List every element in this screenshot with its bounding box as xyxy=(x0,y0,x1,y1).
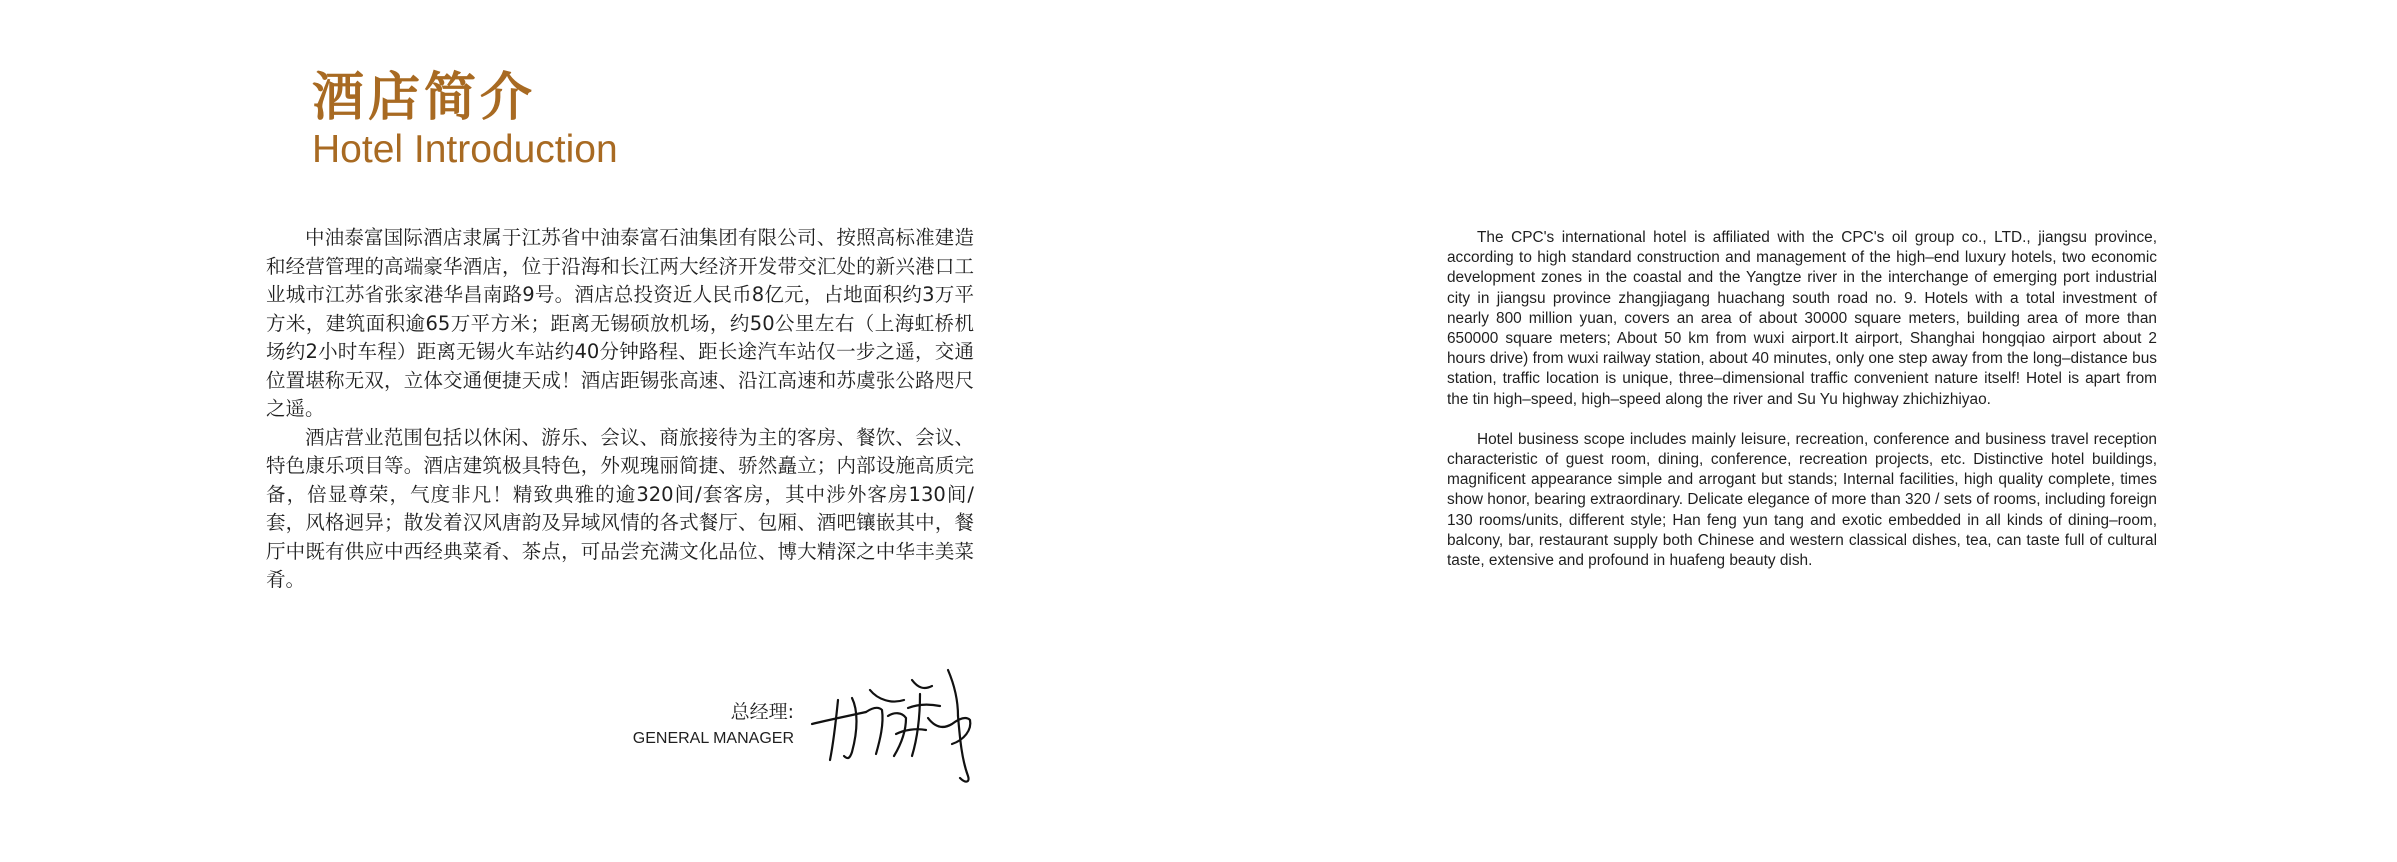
intro-chinese-paragraph-1: 中油泰富国际酒店隶属于江苏省中油泰富石油集团有限公司、按照高标准建造和经营管理的高端豪华酒店，位于沿海和长江两大经济开发带交汇处的新兴港口工业城市江苏省张家港华昌南路9号。酒店总投资近人民币8亿元，占地面积约3万平方米，建筑面积逾65万平方米；距离无锡硕放机场，约50公里左右（上海虹桥机场约2小时车程）距离无锡火车站约40分钟路程、距长途汽车站仅一步之遥，交通位置堪称无双，立体交通便捷天成！酒店距锡张高速、沿江高速和苏虞张公路咫尺之遥。 xyxy=(266,226,974,420)
intro-english-paragraph-1: The CPC's international hotel is affiliated with the CPC's oil group co., LTD., jiangsu province, according to high standard construction and management of the high–end luxury hotels, two economic development zones in the coastal and the Yangtze river in the interchange of emerging port industrial city in jiangsu province zhangjiagang huachang south road no. 9. Hotels with a total investment of nearly 800 million yuan, covers an area of about 30000 square meters, building area of more than 650000 square meters; About 50 km from wuxi airport.It airport, Shanghai hongqiao airport about 2 hours drive) from wuxi railway station, about 40 minutes, only one step away from the long–distance bus station, traffic location is unique, three–dimensional traffic convenient nature itself! Hotel is apart from the tin high–speed, high–speed along the river and Su Yu highway zhichizhiyao. xyxy=(1447,229,2157,408)
intro-chinese-paragraph-2: 酒店营业范围包括以休闲、游乐、会议、商旅接待为主的客房、餐饮、会议、特色康乐项目等。酒店建筑极具特色，外观瑰丽简捷、骄然矗立；内部设施高质完备，倍显尊荣，气度非凡！精致典雅的逾320间/套客房，其中涉外客房130间/套，风格迥异；散发着汉风唐韵及异域风情的各式餐厅、包厢、酒吧镶嵌其中，餐厅中既有供应中西经典菜肴、茶点，可品尝充满文化品位、博大精深之中华丰美菜肴。 xyxy=(266,425,974,591)
intro-chinese-text xyxy=(266,224,974,595)
general-manager-title-english: GENERAL MANAGER xyxy=(632,730,794,747)
intro-english-text xyxy=(1447,228,2157,591)
intro-english-paragraph-2: Hotel business scope includes mainly leisure, recreation, conference and business travel reception characteristic of guest room, dining, conference, recreation projects, etc. Distinctive hotel buildings, magnificent appearance simple and arrogant but stands; Internal facilities, high quality complete, times show honor, bearing extraordinary. Delicate elegance of more than 320 / sets of rooms, including foreign 130 rooms/units, different style; Han feng yun tang and exotic embedded in all kinds of dining–room, balcony, bar, restaurant supply both Chinese and western classical dishes, tea, can taste full of cultural taste, extensive and profound in huafeng beauty dish. xyxy=(1447,430,2157,570)
page-title-english: Hotel Introduction xyxy=(312,128,618,171)
general-manager-label xyxy=(633,703,794,747)
page-title-chinese: 酒店简介 xyxy=(312,68,537,128)
handwritten-signature xyxy=(808,660,984,792)
general-manager-title-chinese: 总经理: xyxy=(730,701,794,723)
